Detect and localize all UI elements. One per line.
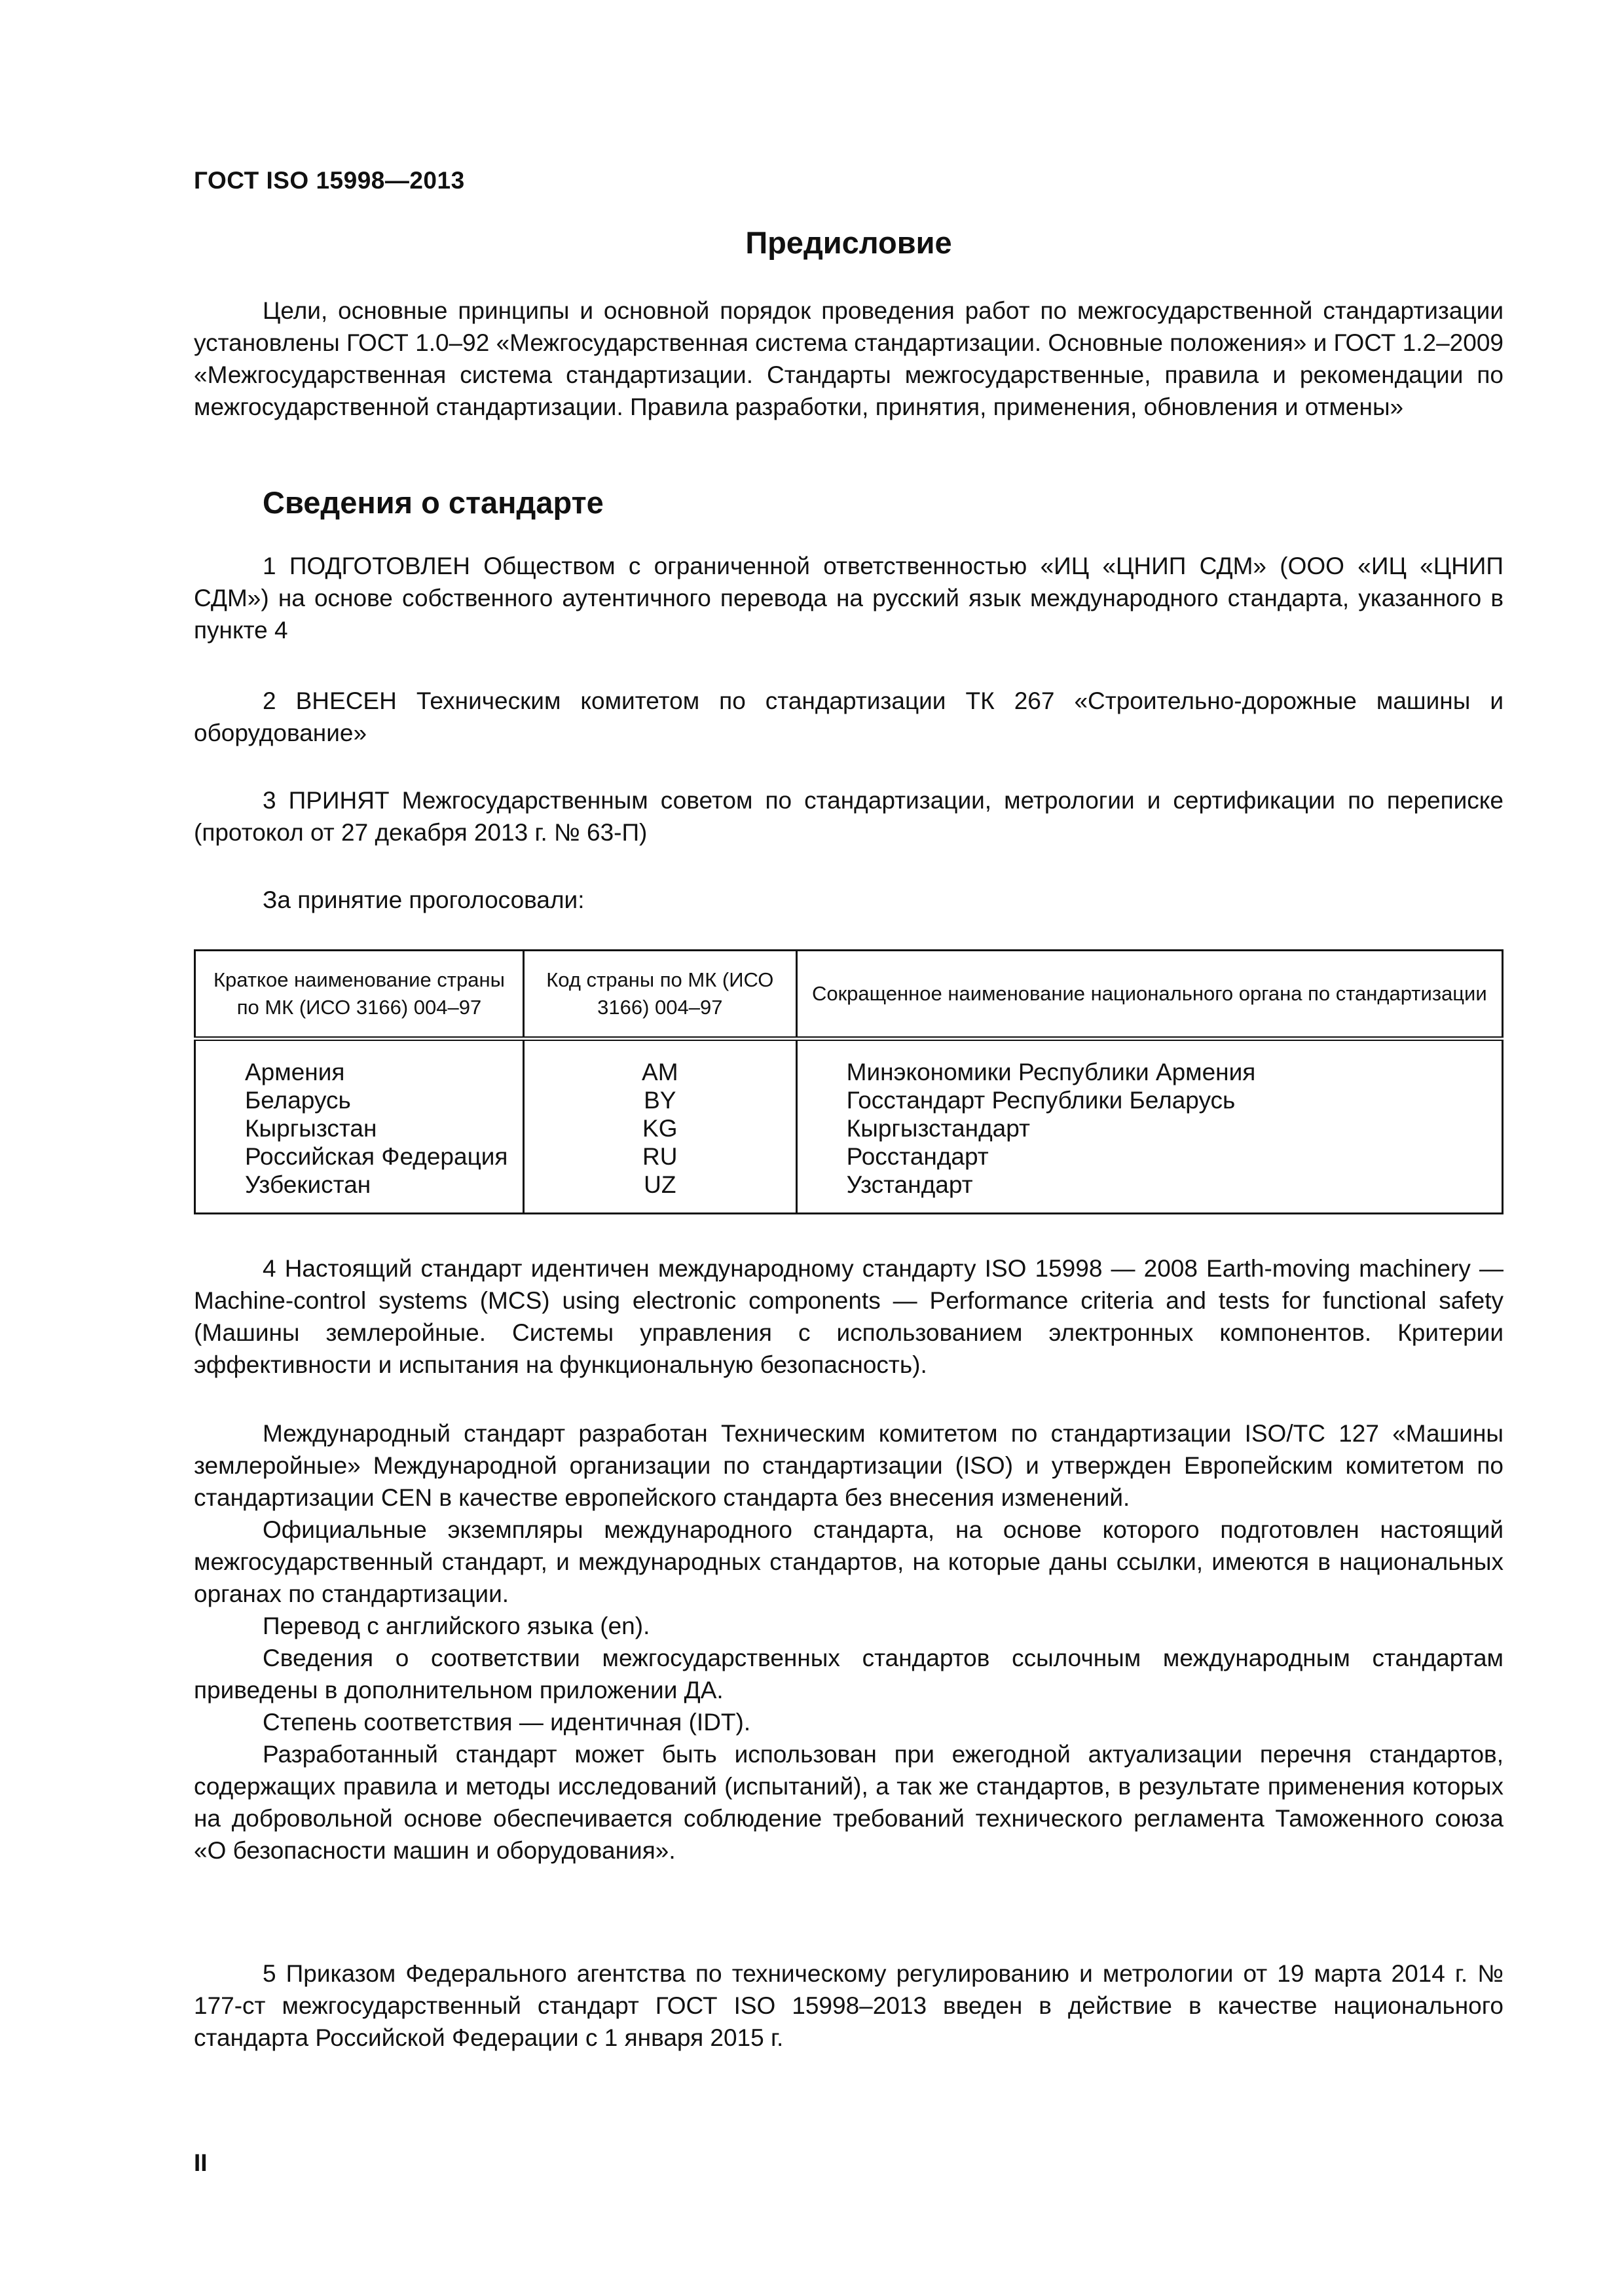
item-1-prepared: 1 ПОДГОТОВЛЕН Обществом с ограниченной ответственностью «ИЦ «ЦНИП СДМ» (ООО «ИЦ «ЦНИП СДМ») на основе собственного аутентичного перевода на русский язык международного стандарта, указанного в пункте 4: [194, 553, 1504, 644]
country-name: Кыргызстан: [245, 1115, 377, 1142]
foreword-paragraph: Цели, основные принципы и основной порядок проведения работ по межгосударственной стандартизации установлены ГОСТ 1.0–92 «Межгосударственная система стандартизации. Основные положения» и ГОСТ 1.2–2009 «Межгосударственная система стандартизации. Стандарты межгосударственные, правила и рекомендации по межгосударственной стандартизации. Правила разработки, принятия, применения, обновления и отмены»: [194, 297, 1504, 420]
foreword-title: Предисловие: [745, 225, 952, 260]
table-header-row: [195, 951, 1503, 1039]
header-country-code: Код страны по МК (ИСО 3166) 004–97: [523, 951, 796, 1039]
conformity-degree-paragraph: Степень соответствия — идентичная (IDT).: [263, 1709, 751, 1736]
country-code: BY: [644, 1087, 676, 1114]
header-country-name: Краткое наименование страны по МК (ИСО 3166) 004–97: [195, 951, 524, 1039]
international-standard-block: [194, 1417, 1504, 1867]
item-5-enacted: 5 Приказом Федерального агентства по техническому регулированию и метрологии от 19 марта 2014 г. № 177-ст межгосударственный стандарт ГОСТ ISO 15998–2013 введен в действие в качестве национального стандарта Российской Федерации с 1 января 2015 г.: [194, 1960, 1504, 2051]
voted-label: За принятие проголосовали:: [263, 886, 585, 913]
header-national-body: Сокращенное наименование национального органа по стандартизации: [796, 951, 1502, 1039]
national-body-column: [796, 1039, 1502, 1214]
developed-standard-paragraph: Разработанный стандарт может быть использован при ежегодной актуализации перечня стандартов, содержащих правила и методы исследований (испытаний), а так же стандартов, в результате применения которых на добровольной основе обеспечивается соблюдение требований технического регламента Таможенного союза «О безопасности машин и оборудования».: [194, 1741, 1504, 1864]
country-name: Армения: [245, 1059, 345, 1085]
standard-info-title: Сведения о стандарте: [263, 485, 604, 520]
country-name: Беларусь: [245, 1087, 351, 1114]
voting-countries-table: [194, 949, 1504, 1214]
national-body: Росстандарт: [846, 1143, 989, 1170]
national-body: Госстандарт Республики Беларусь: [846, 1087, 1236, 1114]
official-copies-paragraph: Официальные экземпляры международного стандарта, на основе которого подготовлен настоящий межгосударственный стандарт, и международных стандартов, на которые даны ссылки, имеются в национальных органах по стандартизации.: [194, 1516, 1504, 1607]
code-column: [523, 1039, 796, 1214]
item-3-adopted: 3 ПРИНЯТ Межгосударственным советом по стандартизации, метрологии и сертификации по переписке (протокол от 27 декабря 2013 г. № 63-П): [194, 787, 1504, 846]
country-name: Узбекистан: [245, 1171, 371, 1198]
country-name: Российская Федерация: [245, 1143, 508, 1170]
country-code: UZ: [644, 1171, 676, 1198]
document-page: [194, 0, 1504, 2296]
intl-development-paragraph: Международный стандарт разработан Техническим комитетом по стандартизации ISO/TC 127 «Машины землеройные» Международной организации по стандартизации (ISO) и утвержден Европейским комитетом по стандартизации CEN в качестве европейского стандарта без внесения изменений.: [194, 1420, 1504, 1511]
national-body: Узстандарт: [846, 1171, 973, 1198]
translation-paragraph: Перевод с английского языка (en).: [263, 1613, 650, 1639]
table-body-row: [195, 1039, 1503, 1214]
conformity-info-paragraph: Сведения о соответствии межгосударственных стандартов ссылочным международным стандартам приведены в дополнительном приложении ДА.: [194, 1645, 1504, 1704]
item-2-submitted: 2 ВНЕСЕН Техническим комитетом по стандартизации ТК 267 «Строительно-дорожные машины и оборудование»: [194, 687, 1504, 746]
item-4-identical: 4 Настоящий стандарт идентичен международному стандарту ISO 15998 — 2008 Earth-moving machinery — Machine-control systems (MCS) using electronic components — Performance criteria and tests for functional safety (Машины землеройные. Системы управления с использованием электронных компонентов. Критерии эффективности и испытания на функциональную безопасность).: [194, 1255, 1504, 1378]
national-body: Кыргызстандарт: [846, 1115, 1030, 1142]
document-code: ГОСТ ISO 15998—2013: [194, 167, 465, 194]
country-code: RU: [642, 1143, 678, 1170]
country-code: AM: [642, 1059, 678, 1085]
national-body: Минэкономики Республики Армения: [846, 1059, 1256, 1085]
page-number: II: [194, 2149, 208, 2176]
country-code: KG: [642, 1115, 678, 1142]
country-column: [195, 1039, 524, 1214]
